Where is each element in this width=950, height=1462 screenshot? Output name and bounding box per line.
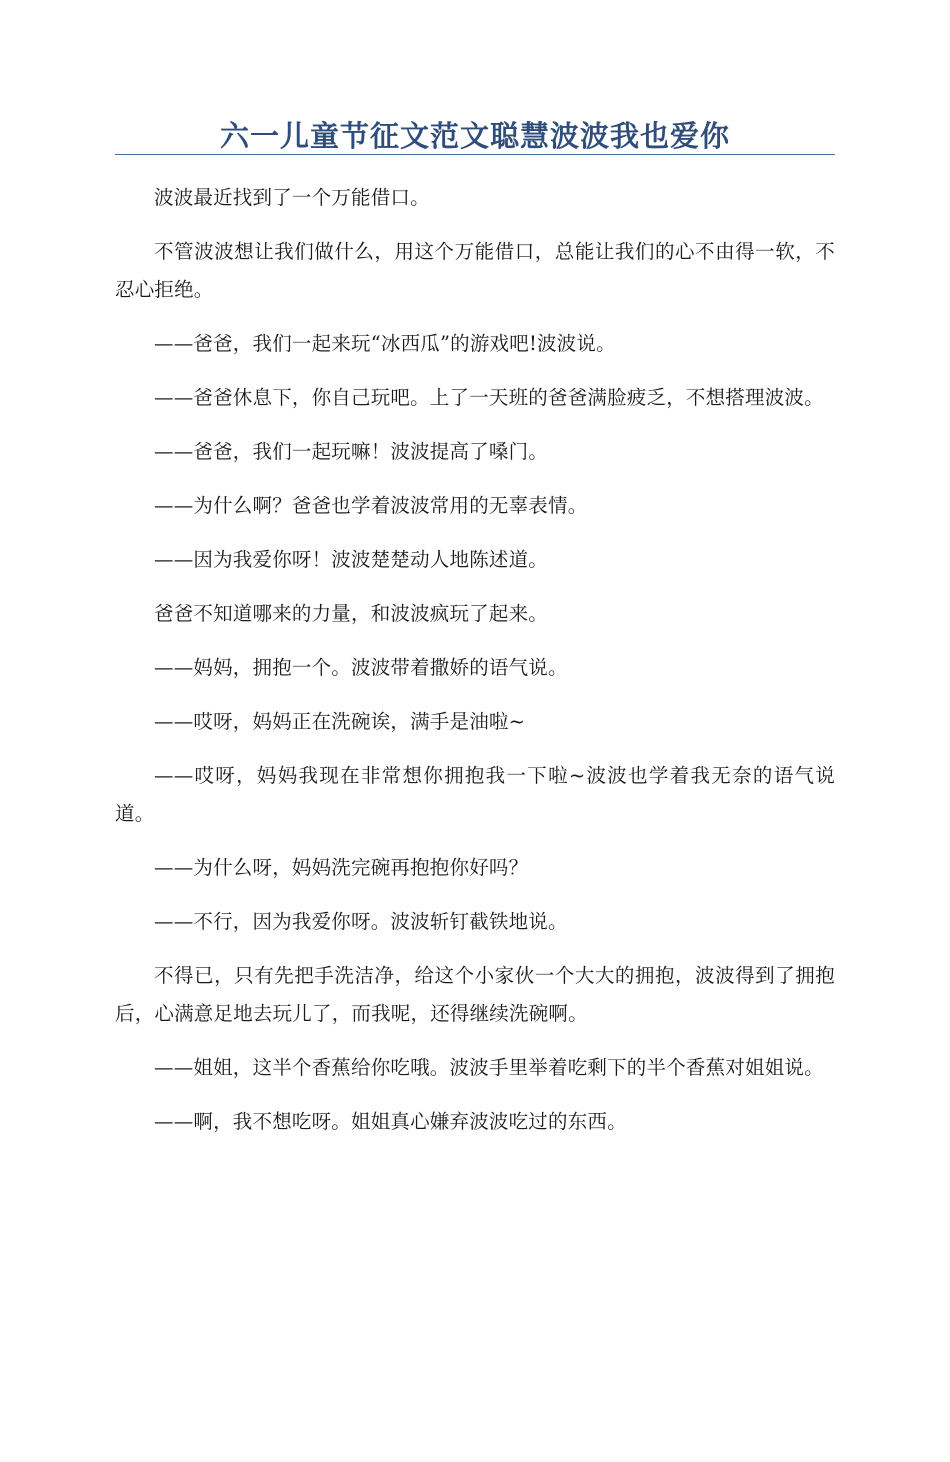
paragraph: ——姐姐，这半个香蕉给你吃哦。波波手里举着吃剩下的半个香蕉对姐姐说。 [154,1056,824,1079]
paragraph: ——因为我爱你呀！波波楚楚动人地陈述道。 [154,548,549,571]
paragraph: ——爸爸，我们一起来玩“冰西瓜”的游戏吧!波波说。 [154,332,616,355]
paragraph: ——哎呀，妈妈正在洗碗诶，满手是油啦~ [154,710,526,733]
paragraph: ——哎呀，妈妈我现在非常想你拥抱我一下啦~波波也学着我无奈的语气说道。 [115,764,835,825]
paragraph: ——啊，我不想吃呀。姐姐真心嫌弃波波吃过的东西。 [154,1110,627,1133]
paragraph: 爸爸不知道哪来的力量，和波波疯玩了起来。 [154,602,549,625]
paragraph: ——为什么呀，妈妈洗完碗再抱抱你好吗？ [154,856,529,879]
paragraph: 波波最近找到了一个万能借口。 [154,186,430,209]
paragraph: ——不行，因为我爱你呀。波波斩钉截铁地说。 [154,910,568,933]
paragraph: 不得已，只有先把手洗洁净，给这个小家伙一个大大的拥抱，波波得到了拥抱后，心满意足地去玩儿了，而我呢，还得继续洗碗啊。 [115,964,835,1025]
document-page [0,118,950,1462]
document-body [115,179,835,1141]
title-underline [115,154,835,155]
paragraph: 不管波波想让我们做什么，用这个万能借口，总能让我们的心不由得一软，不忍心拒绝。 [115,240,835,301]
paragraph: ——妈妈，拥抱一个。波波带着撒娇的语气说。 [154,656,568,679]
paragraph: ——为什么啊？爸爸也学着波波常用的无辜表情。 [154,494,588,517]
document-title: 六一儿童节征文范文聪慧波波我也爱你 [219,119,730,153]
paragraph: ——爸爸，我们一起玩嘛！波波提高了嗓门。 [154,440,549,463]
paragraph: ——爸爸休息下，你自己玩吧。上了一天班的爸爸满脸疲乏，不想搭理波波。 [154,386,824,409]
